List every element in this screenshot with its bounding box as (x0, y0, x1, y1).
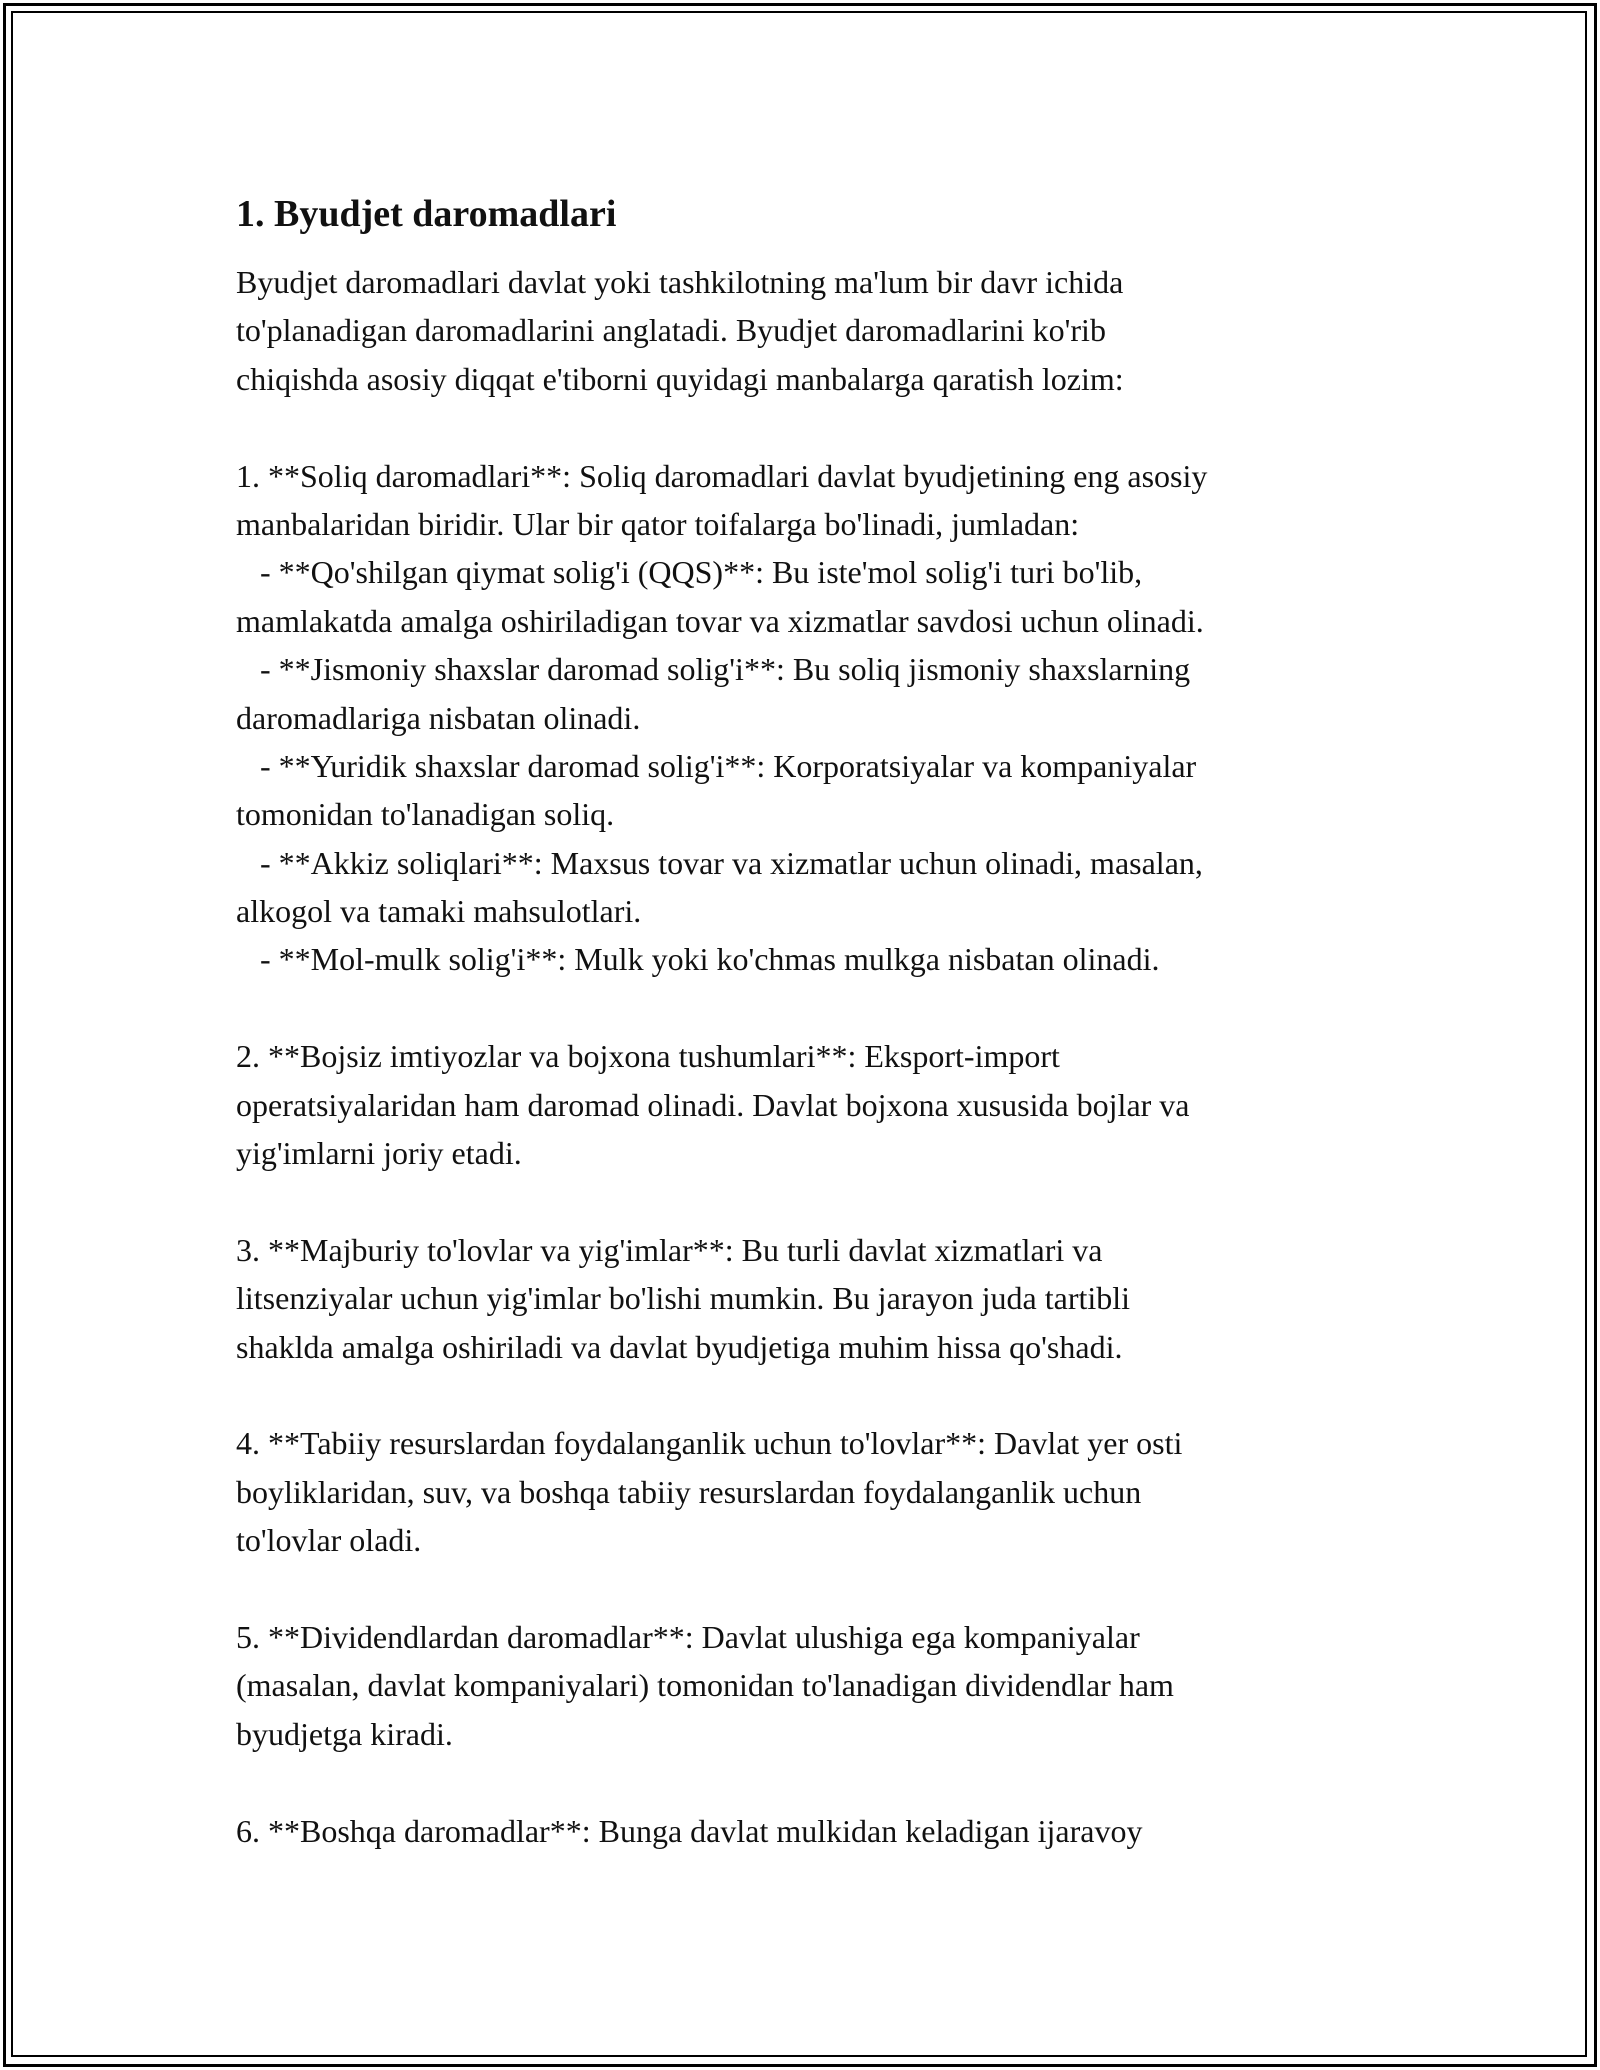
text-line: - **Jismoniy shaxslar daromad solig'i**: Bu soliq jismoniy shaxslarning (236, 651, 1191, 688)
text-line: 4. **Tabiiy resurslardan foydalanganlik uchun to'lovlar**: Davlat yer osti (236, 1425, 1183, 1462)
text-line: boyliklaridan, suv, va boshqa tabiiy resurslardan foydalanganlik uchun (236, 1473, 1142, 1510)
section-dividendlar (236, 1613, 1386, 1758)
intro-paragraph (236, 258, 1386, 403)
text-line: byudjetga kiradi. (236, 1715, 453, 1752)
text-line: manbalaridan biridir. Ular bir qator toifalarga bo'linadi, jumladan: (236, 505, 1080, 542)
document-title: 1. Byudjet daromadlari (236, 193, 617, 235)
document-body (236, 188, 1386, 1855)
text-line: - **Yuridik shaxslar daromad solig'i**: Korporatsiyalar va kompaniyalar (236, 747, 1197, 784)
blank-line (236, 984, 1386, 1032)
section-soliq-daromadlari (236, 452, 1386, 984)
section-tabiiy-resurslar (236, 1419, 1386, 1564)
blank-line (236, 1758, 1386, 1806)
text-line: (masalan, davlat kompaniyalari) tomonidan to'lanadigan dividendlar ham (236, 1667, 1174, 1704)
text-line: operatsiyalaridan ham daromad olinadi. Davlat bojxona xususida bojlar va (236, 1086, 1190, 1123)
text-line: - **Mol-mulk solig'i**: Mulk yoki ko'chmas mulkga nisbatan olinadi. (236, 941, 1160, 978)
text-line: Byudjet daromadlari davlat yoki tashkilotning ma'lum bir davr ichida (236, 264, 1124, 300)
text-line: 1. **Soliq daromadlari**: Soliq daromadlari davlat byudjetining eng asosiy (236, 457, 1208, 494)
text-line: to'planadigan daromadlarini anglatadi. Byudjet daromadlarini ko'rib (236, 312, 1106, 349)
section-majburiy-tolovlar (236, 1226, 1386, 1371)
blank-line (236, 1371, 1386, 1419)
blank-line (236, 1565, 1386, 1613)
text-line: yig'imlarni joriy etadi. (236, 1135, 522, 1172)
text-line: alkogol va tamaki mahsulotlari. (236, 893, 642, 930)
text-line: to'lovlar oladi. (236, 1522, 422, 1559)
text-line: 6. **Boshqa daromadlar**: Bunga davlat mulkidan keladigan ijaravoy (236, 1812, 1143, 1849)
blank-line (236, 403, 1386, 451)
text-line: - **Akkiz soliqlari**: Maxsus tovar va xizmatlar uchun olinadi, masalan, (236, 844, 1203, 881)
text-line: mamlakatda amalga oshiriladigan tovar va xizmatlar savdosi uchun olinadi. (236, 602, 1204, 639)
text-line: tomonidan to'lanadigan soliq. (236, 796, 615, 833)
text-line: shaklda amalga oshiriladi va davlat byudjetiga muhim hissa qo'shadi. (236, 1328, 1123, 1365)
section-bojxona-tushumlari (236, 1032, 1386, 1177)
blank-line (236, 1177, 1386, 1225)
text-line: 5. **Dividendlardan daromadlar**: Davlat ulushiga ega kompaniyalar (236, 1618, 1140, 1655)
text-line: 2. **Bojsiz imtiyozlar va bojxona tushumlari**: Eksport-import (236, 1038, 1060, 1075)
text-line: - **Qo'shilgan qiymat solig'i (QQS)**: Bu iste'mol solig'i turi bo'lib, (236, 554, 1143, 591)
text-line: chiqishda asosiy diqqat e'tiborni quyidagi manbalarga qaratish lozim: (236, 360, 1124, 397)
section-boshqa-daromadlar (236, 1807, 1386, 1855)
text-line: litsenziyalar uchun yig'imlar bo'lishi mumkin. Bu jarayon juda tartibli (236, 1280, 1131, 1317)
text-line: daromadlariga nisbatan olinadi. (236, 699, 641, 736)
text-line: 3. **Majburiy to'lovlar va yig'imlar**: Bu turli davlat xizmatlari va (236, 1231, 1103, 1268)
